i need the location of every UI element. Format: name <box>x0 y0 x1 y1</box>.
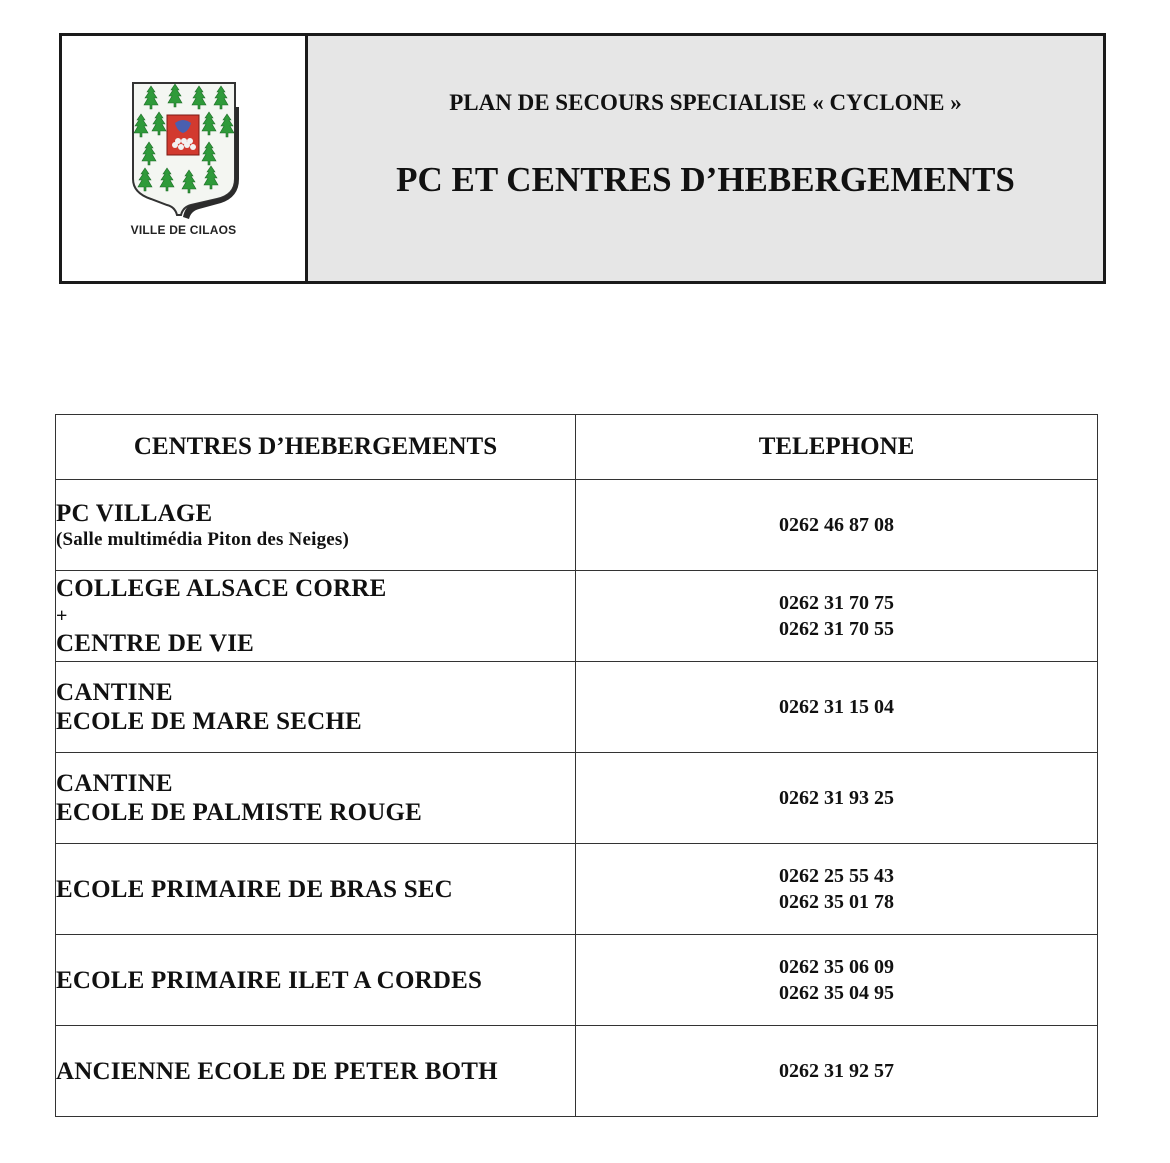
centre-name-plus: + <box>56 605 68 627</box>
centres-table <box>55 414 1098 1117</box>
table-row <box>56 753 1098 844</box>
table-header-row <box>56 415 1098 480</box>
centre-name-cell <box>56 844 576 935</box>
phone-cell <box>576 753 1098 844</box>
phone-cell <box>576 480 1098 571</box>
phone-number: 0262 25 55 43 <box>779 865 894 887</box>
centre-name: PC VILLAGE <box>56 499 213 527</box>
phone-number: 0262 31 15 04 <box>779 696 894 718</box>
logo-panel <box>62 36 308 281</box>
centre-name: ECOLE PRIMAIRE ILET A CORDES <box>56 966 483 994</box>
centre-name: CANTINE <box>56 679 173 706</box>
centre-name-cell <box>56 480 576 571</box>
centre-name: ECOLE DE MARE SECHE <box>56 708 362 735</box>
phone-cell <box>576 662 1098 753</box>
phone-number: 0262 35 04 95 <box>779 982 894 1004</box>
plan-subtitle: PLAN DE SECOURS SPECIALISE « CYCLONE » <box>449 90 962 115</box>
logo-caption: VILLE DE CILAOS <box>130 223 237 237</box>
phone-number: 0262 31 70 75 <box>779 592 894 614</box>
phone-number: 0262 35 06 09 <box>779 956 894 978</box>
centre-name: CANTINE <box>56 770 173 797</box>
phone-cell <box>576 1026 1098 1117</box>
centre-name-cell <box>56 753 576 844</box>
title-panel <box>308 36 1103 281</box>
column-header-telephone: TELEPHONE <box>576 415 1098 480</box>
phone-number: 0262 35 01 78 <box>779 891 894 913</box>
phone-cell <box>576 571 1098 662</box>
centre-name: ECOLE PRIMAIRE DE BRAS SEC <box>56 875 453 903</box>
centre-name-cell <box>56 935 576 1026</box>
table-row <box>56 571 1098 662</box>
centre-name-cell <box>56 662 576 753</box>
table-row <box>56 480 1098 571</box>
table-row <box>56 662 1098 753</box>
table-row <box>56 935 1098 1026</box>
document-header <box>59 33 1106 284</box>
phone-number: 0262 31 93 25 <box>779 787 894 809</box>
coat-of-arms-icon <box>129 79 239 221</box>
column-header-centres: CENTRES D’HEBERGEMENTS <box>56 415 576 480</box>
phone-number: 0262 31 92 57 <box>779 1060 894 1082</box>
page-title: PC ET CENTRES D’HEBERGEMENTS <box>396 160 1015 199</box>
centre-name: ANCIENNE ECOLE DE PETER BOTH <box>56 1057 498 1085</box>
centre-name: CENTRE DE VIE <box>56 630 255 657</box>
table-row <box>56 844 1098 935</box>
centre-name-cell <box>56 1026 576 1117</box>
centre-name: COLLEGE ALSACE CORRE <box>56 575 387 602</box>
table-row <box>56 1026 1098 1117</box>
phone-cell <box>576 935 1098 1026</box>
phone-number: 0262 31 70 55 <box>779 618 894 640</box>
centre-name: ECOLE DE PALMISTE ROUGE <box>56 799 423 826</box>
centre-subtitle: (Salle multimédia Piton des Neiges) <box>56 528 350 550</box>
phone-number: 0262 46 87 08 <box>779 514 894 536</box>
centre-name-cell <box>56 571 576 662</box>
phone-cell <box>576 844 1098 935</box>
